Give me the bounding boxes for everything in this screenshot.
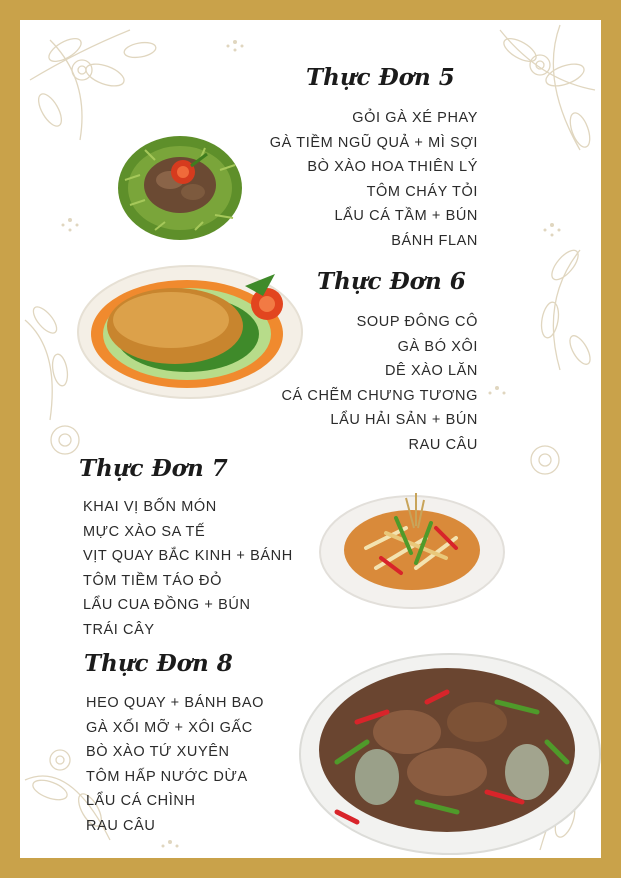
list-item: BÒ XÀO HOA THIÊN LÝ (307, 159, 478, 175)
list-item: CÁ CHẼM CHƯNG TƯƠNG (281, 387, 478, 404)
menu-5-list (270, 106, 478, 253)
list-item: RAU CÂU (86, 817, 156, 834)
dish-photo-braised-meat (297, 642, 601, 856)
menu-8-list (86, 691, 264, 838)
list-item: TÔM TIỀM TÁO ĐỎ (83, 572, 222, 589)
list-item: TÔM HẤP NƯỚC DỪA (86, 768, 248, 785)
menu-7-list (83, 495, 293, 642)
menu-6-list (281, 310, 478, 457)
list-item: KHAI VỊ BỐN MÓN (83, 499, 217, 515)
list-item: LẨU CÁ CHÌNH (86, 793, 196, 809)
menu-8-title: Thực Đơn 8 (84, 650, 233, 677)
list-item: BÒ XÀO TỨ XUYÊN (86, 744, 230, 760)
list-item: TRÁI CÂY (83, 621, 155, 638)
dish-photo-stuffed-chicken (75, 256, 305, 401)
list-item: TÔM CHÁY TỎI (366, 183, 478, 200)
list-item: LẨU CUA ĐỒNG + BÚN (83, 597, 251, 613)
list-item: MỰC XÀO SA TẾ (83, 523, 206, 540)
list-item: SOUP ĐÔNG CÔ (356, 314, 478, 330)
list-item: RAU CÂU (408, 436, 478, 453)
dish-photo-chicken-salad (115, 130, 245, 245)
dish-photo-stir-fry (316, 478, 508, 612)
list-item: LẨU CÁ TẦM + BÚN (334, 208, 478, 224)
list-item: BÁNH FLAN (391, 232, 478, 249)
list-item: VỊT QUAY BẮC KINH + BÁNH (83, 548, 293, 564)
list-item: HEO QUAY + BÁNH BAO (86, 695, 265, 711)
menu-7-title: Thực Đơn 7 (79, 455, 228, 482)
list-item: GÀ TIỀM NGŨ QUẢ + MÌ SỢI (269, 134, 478, 151)
list-item: LẨU HẢI SẢN + BÚN (330, 412, 478, 428)
menu-page (20, 20, 601, 858)
list-item: DÊ XÀO LĂN (384, 363, 478, 379)
menu-5-title: Thực Đơn 5 (306, 64, 455, 91)
list-item: GÀ XỐI MỠ + XÔI GẤC (86, 719, 253, 736)
list-item: GỎI GÀ XÉ PHAY (352, 110, 478, 126)
menu-6-title: Thực Đơn 6 (317, 268, 466, 295)
list-item: GÀ BÓ XÔI (397, 338, 478, 355)
